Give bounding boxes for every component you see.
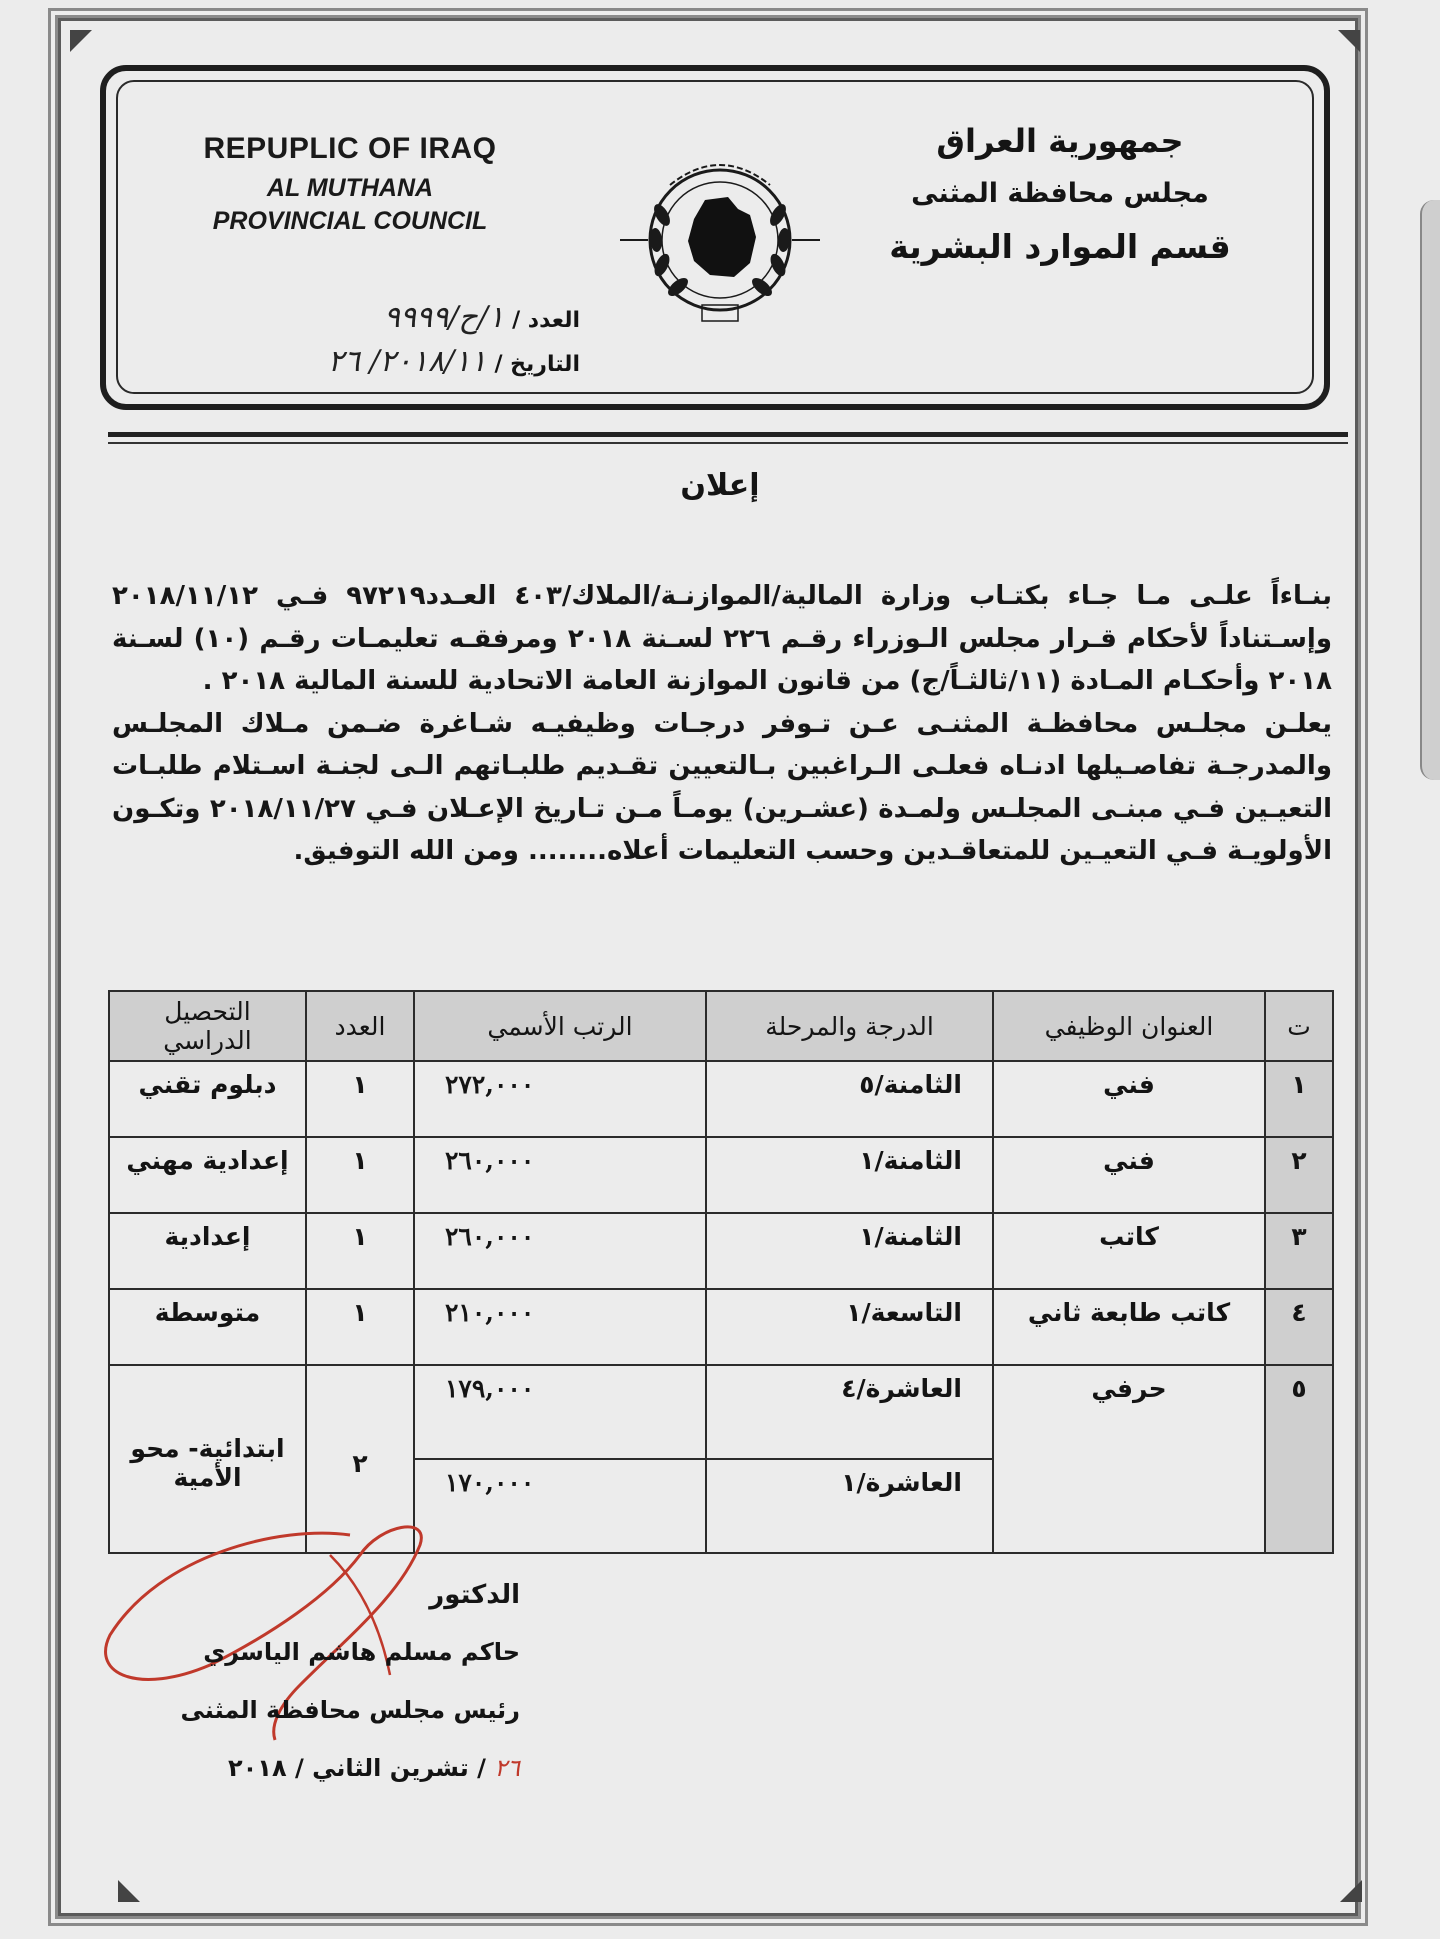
country-name-en: REPUPLIC OF IRAQ	[203, 132, 497, 165]
header-education: التحصيل الدراسي	[109, 991, 306, 1061]
cell-grade: العاشرة/١	[706, 1459, 993, 1553]
letterhead-english	[160, 132, 540, 236]
signature-date-month-year: / تشرين الثاني / ٢٠١٨	[228, 1754, 486, 1782]
signature-date	[160, 1754, 520, 1812]
reference-number-label: العدد /	[512, 308, 580, 333]
cell-count: ١	[306, 1137, 414, 1213]
corner-ornament	[1340, 1880, 1362, 1902]
letterhead-arabic	[880, 122, 1240, 266]
cell-count: ١	[306, 1289, 414, 1365]
screen-edge-strip	[1420, 200, 1440, 780]
header-salary: الرتب الأسمي	[414, 991, 706, 1061]
header-job-title: العنوان الوظيفي	[993, 991, 1265, 1061]
cell-seq: ١	[1265, 1061, 1333, 1137]
header-divider	[108, 432, 1348, 437]
header-grade: الدرجة والمرحلة	[706, 991, 993, 1061]
department-name-ar: قسم الموارد البشرية	[889, 227, 1231, 266]
cell-salary: ٢٦٠,٠٠٠	[414, 1213, 706, 1289]
vacancies-table	[108, 990, 1334, 1554]
table-row	[109, 1213, 1333, 1289]
cell-education: متوسطة	[109, 1289, 306, 1365]
cell-education: إعدادية مهني	[109, 1137, 306, 1213]
cell-seq: ٤	[1265, 1289, 1333, 1365]
corner-ornament	[1338, 30, 1360, 52]
cell-grade: التاسعة/١	[706, 1289, 993, 1365]
cell-count: ٢	[306, 1365, 414, 1553]
cell-grade: الثامنة/١	[706, 1213, 993, 1289]
reference-block	[240, 300, 580, 388]
vacancies-table-container	[108, 990, 1334, 1554]
corner-ornament	[118, 1880, 140, 1902]
cell-education: إعدادية	[109, 1213, 306, 1289]
corner-ornament	[70, 30, 92, 52]
cell-education: ابتدائية- محو الأمية	[109, 1365, 306, 1553]
reference-number-value: ١/ح/٩٩٩٩	[383, 300, 505, 335]
province-name-en: AL MUTHANA	[266, 174, 434, 202]
notice-body	[112, 575, 1332, 873]
cell-seq: ٢	[1265, 1137, 1333, 1213]
cell-count: ١	[306, 1061, 414, 1137]
cell-salary: ٢٦٠,٠٠٠	[414, 1137, 706, 1213]
table-row	[109, 1365, 1333, 1459]
cell-salary: ١٧٠,٠٠٠	[414, 1459, 706, 1553]
cell-count: ١	[306, 1213, 414, 1289]
header-seq: ت	[1265, 991, 1333, 1061]
table-header-row	[109, 991, 1333, 1061]
country-name-ar: جمهورية العراق	[936, 122, 1184, 160]
cell-salary: ٢١٠,٠٠٠	[414, 1289, 706, 1365]
cell-job-title: حرفي	[993, 1365, 1265, 1553]
signatory-name: حاكم مسلم هاشم الياسري	[203, 1638, 520, 1666]
reference-date-value: ٢٠١٨/١١/ ٢٦	[327, 344, 487, 379]
signatory-title: الدكتور	[429, 1580, 520, 1610]
reference-number-row	[240, 300, 580, 344]
notice-title: إعلان	[680, 468, 760, 503]
notice-paragraph-announcement: يعلـن مجلـس محافظـة المثنـى عـن تـوفر درجـات وظيفيـه شـاغرة ضـمن مـلاك المجلـس والمدرجـة تفاصـيلها ادنـاه فعلـى الـراغبين بـالتعيين تقـديم طلبـاتهم الـى لجنـة اسـتلام طلبـات التعيـين فـي مبنـى المجلـس ولمـدة (عشـرين) يومـاً مـن تـاريخ الإعـلان فـي ٢٠١٨/١١/٢٧ وتكـون الأولويـة فـي التعيـين للمتعاقـدين وحسب التعليمات أعلاه........ ومن الله التوفيق.	[112, 708, 1332, 866]
cell-job-title: كاتب	[993, 1213, 1265, 1289]
cell-grade: الثامنة/١	[706, 1137, 993, 1213]
cell-job-title: فني	[993, 1061, 1265, 1137]
cell-job-title: كاتب طابعة ثاني	[993, 1289, 1265, 1365]
council-emblem-icon	[610, 145, 830, 345]
cell-salary: ١٧٩,٠٠٠	[414, 1365, 706, 1459]
table-row	[109, 1137, 1333, 1213]
cell-job-title: فني	[993, 1137, 1265, 1213]
cell-grade: العاشرة/٤	[706, 1365, 993, 1459]
council-name-ar: مجلس محافظة المثنى	[911, 178, 1209, 209]
notice-paragraph-legal-basis: بنـاءاً علـى مـا جـاء بكتـاب وزارة المالية/الموازنـة/الملاك/٤٠٣ العـدد٩٧٢١٩ فـي ٢٠١٨/١١/١٢ وإسـتناداً لأحكام قـرار مجلس الـوزراء رقـم ٢٢٦ لسـنة ٢٠١٨ ومرفقـه تعليمـات رقـم (١٠) لسـنة ٢٠١٨ وأحكـام المـادة (١١/ثالثـاً/ج) من قانون الموازنة العامة الاتحادية للسنة المالية ٢٠١٨ .	[112, 581, 1333, 696]
signatory-position: رئيس مجلس محافظة المثنى	[180, 1696, 520, 1724]
table-row	[109, 1061, 1333, 1137]
signature-date-day: ٢٦	[494, 1754, 520, 1782]
council-name-en: PROVINCIAL COUNCIL	[212, 207, 488, 235]
cell-seq: ٣	[1265, 1213, 1333, 1289]
cell-salary: ٢٧٢,٠٠٠	[414, 1061, 706, 1137]
cell-grade: الثامنة/٥	[706, 1061, 993, 1137]
cell-seq: ٥	[1265, 1365, 1333, 1553]
signature-block	[160, 1580, 520, 1812]
cell-education: دبلوم تقني	[109, 1061, 306, 1137]
table-row	[109, 1289, 1333, 1365]
reference-date-label: التاريخ /	[494, 352, 580, 377]
header-divider-thin	[108, 442, 1348, 444]
header-count: العدد	[306, 991, 414, 1061]
reference-date-row	[240, 344, 580, 388]
